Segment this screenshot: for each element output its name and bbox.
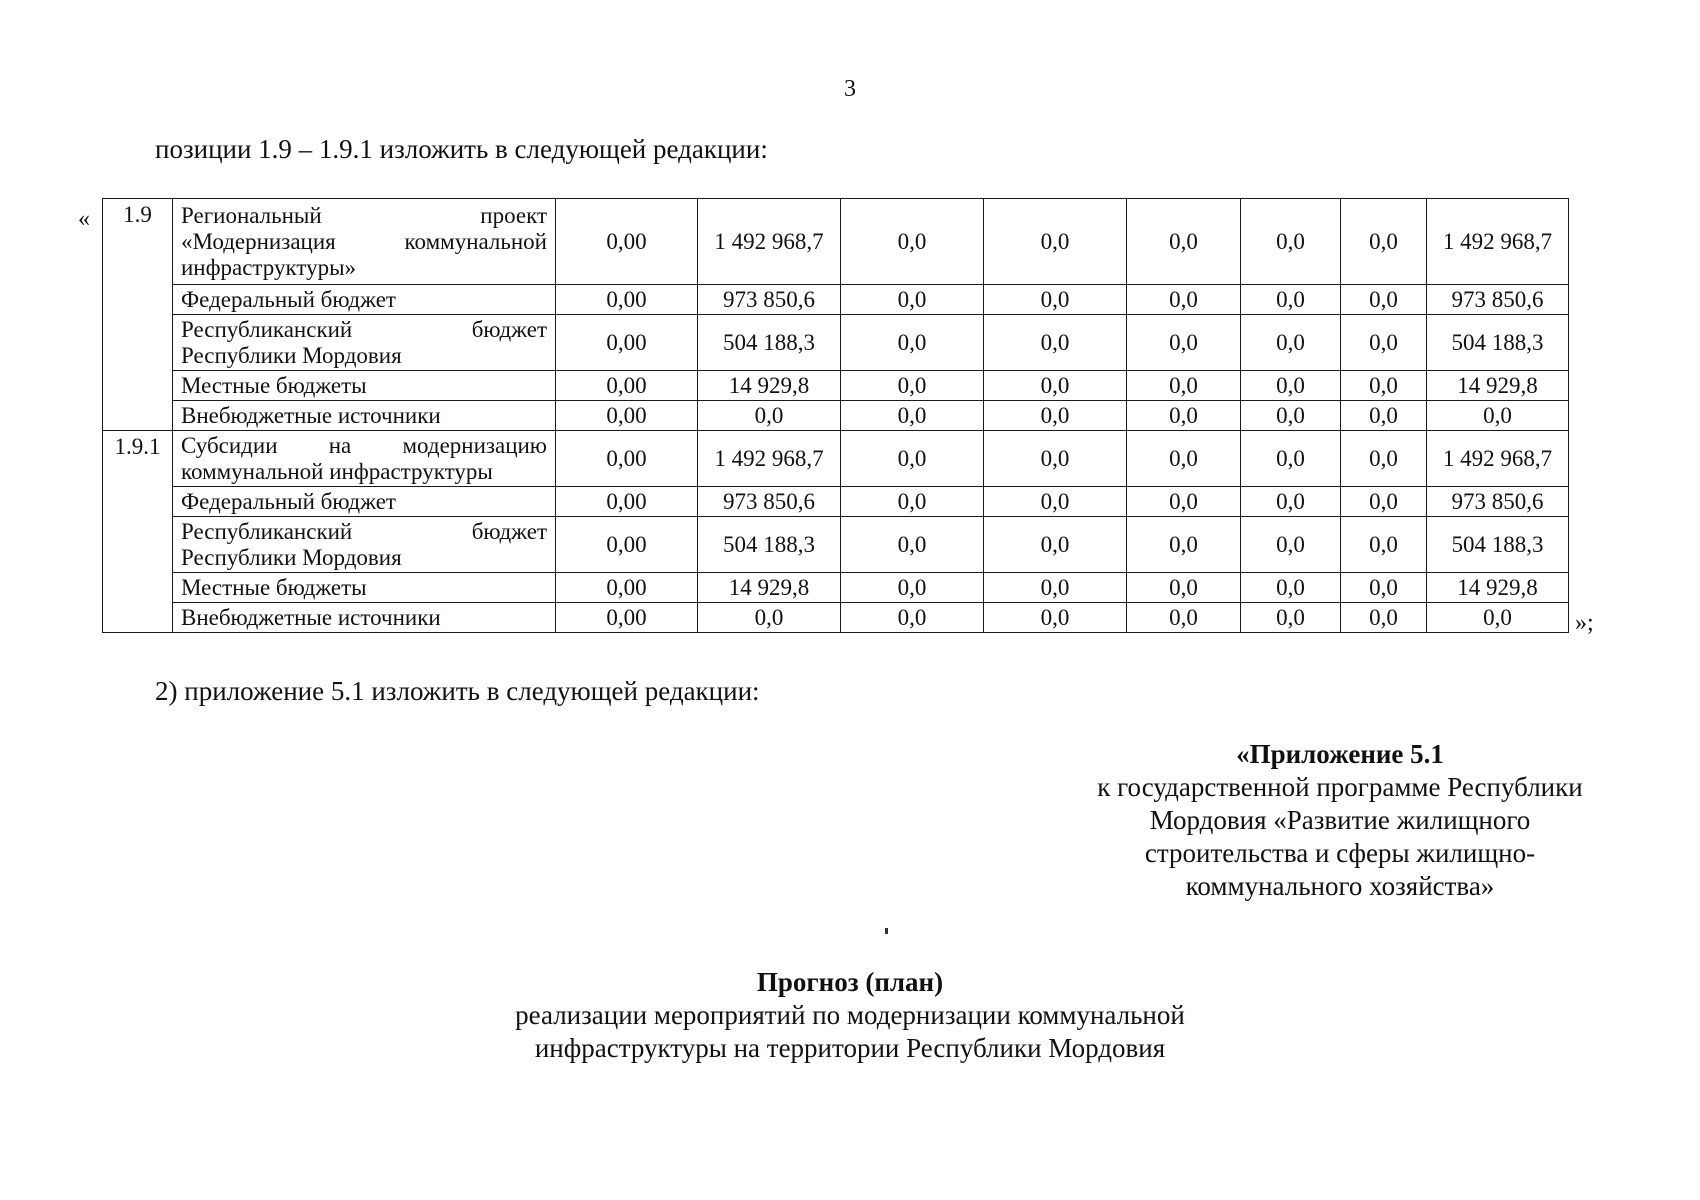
table-cell: 0,0 xyxy=(841,573,984,603)
table-cell: 0,0 xyxy=(1127,315,1241,371)
table-cell: 0,0 xyxy=(984,401,1127,431)
table-cell: 14 929,8 xyxy=(1427,573,1569,603)
table-row xyxy=(103,573,1569,603)
table-cell: 1 492 968,7 xyxy=(1427,431,1569,487)
table-cell: 0,0 xyxy=(984,285,1127,315)
table-cell: 0,0 xyxy=(984,199,1127,285)
quote-open: « xyxy=(78,206,90,232)
table-cell: 0,0 xyxy=(1341,315,1427,371)
table-cell: 0,0 xyxy=(1341,371,1427,401)
appendix-line-3: строительства и сферы жилищно- xyxy=(1144,838,1536,868)
table-cell: 0,0 xyxy=(984,573,1127,603)
table-cell: 0,0 xyxy=(1341,285,1427,315)
table-cell: 0,00 xyxy=(556,371,698,401)
table-cell: 0,0 xyxy=(1341,401,1427,431)
table-cell: 14 929,8 xyxy=(1427,371,1569,401)
table-cell: 973 850,6 xyxy=(1427,285,1569,315)
row-name: Внебюджетные источники xyxy=(173,603,556,633)
table-cell: 0,0 xyxy=(841,199,984,285)
table-cell: 0,0 xyxy=(1341,603,1427,633)
table-cell: 0,0 xyxy=(1341,199,1427,285)
table-row xyxy=(103,285,1569,315)
table-cell: 0,0 xyxy=(984,603,1127,633)
table-cell: 0,0 xyxy=(1127,603,1241,633)
table-cell: 504 188,3 xyxy=(698,517,841,573)
table-cell: 0,00 xyxy=(556,401,698,431)
table-cell: 1 492 968,7 xyxy=(698,431,841,487)
table-cell: 973 850,6 xyxy=(698,487,841,517)
table-cell: 0,0 xyxy=(1127,199,1241,285)
table-cell: 0,0 xyxy=(698,401,841,431)
forecast-heading xyxy=(0,966,1700,1065)
table-cell: 0,0 xyxy=(1127,517,1241,573)
table-cell: 0,0 xyxy=(1241,285,1341,315)
table-row xyxy=(103,199,1569,285)
table-cell: 0,0 xyxy=(841,487,984,517)
row-name: Республиканский бюджет Республики Мордовия xyxy=(173,315,556,371)
row-code: 1.9 xyxy=(103,199,173,431)
table-row xyxy=(103,315,1569,371)
table-cell: 973 850,6 xyxy=(698,285,841,315)
table-cell: 0,00 xyxy=(556,517,698,573)
stray-mark xyxy=(885,928,888,934)
table-cell: 0,0 xyxy=(984,487,1127,517)
table-row xyxy=(103,517,1569,573)
table-cell: 1 492 968,7 xyxy=(1427,199,1569,285)
table-cell: 14 929,8 xyxy=(698,573,841,603)
table-cell: 0,0 xyxy=(1341,431,1427,487)
table-cell: 0,0 xyxy=(841,371,984,401)
table-cell: 1 492 968,7 xyxy=(698,199,841,285)
table-cell: 504 188,3 xyxy=(698,315,841,371)
appendix-heading xyxy=(1060,738,1620,903)
table-cell: 0,0 xyxy=(841,603,984,633)
table-cell: 0,0 xyxy=(841,401,984,431)
budget-table xyxy=(102,198,1569,633)
intro-text: позиции 1.9 – 1.9.1 изложить в следующей редакции: xyxy=(155,134,768,164)
table-row xyxy=(103,401,1569,431)
table-cell: 0,0 xyxy=(1241,315,1341,371)
table-cell: 0,0 xyxy=(1127,371,1241,401)
appendix-line-2: Мордовия «Развитие жилищного xyxy=(1149,805,1531,835)
table-cell: 0,0 xyxy=(1241,371,1341,401)
table-cell: 973 850,6 xyxy=(1427,487,1569,517)
table-cell: 0,0 xyxy=(841,517,984,573)
section-two-text: 2) приложение 5.1 изложить в следующей редакции: xyxy=(155,676,760,706)
table-cell: 0,00 xyxy=(556,431,698,487)
table-row xyxy=(103,603,1569,633)
table-cell: 0,0 xyxy=(1241,431,1341,487)
table-cell: 14 929,8 xyxy=(698,371,841,401)
row-name: Субсидии на модернизацию коммунальной инфраструктуры xyxy=(173,431,556,487)
table-cell: 0,00 xyxy=(556,285,698,315)
table-cell: 0,00 xyxy=(556,199,698,285)
table-cell: 0,00 xyxy=(556,573,698,603)
row-name: Федеральный бюджет xyxy=(173,487,556,517)
table-cell: 0,0 xyxy=(984,371,1127,401)
table-cell: 0,0 xyxy=(841,285,984,315)
appendix-line-1: к государственной программе Республики xyxy=(1097,772,1583,802)
row-name: Региональный проект «Модернизация коммунальной инфраструктуры» xyxy=(173,199,556,285)
forecast-title: Прогноз (план) xyxy=(756,967,944,997)
table-cell: 0,0 xyxy=(841,315,984,371)
row-name: Местные бюджеты xyxy=(173,371,556,401)
quote-close: »; xyxy=(1575,610,1594,636)
table-cell: 0,0 xyxy=(1127,401,1241,431)
row-code: 1.9.1 xyxy=(103,431,173,633)
table-cell: 0,0 xyxy=(698,603,841,633)
table-cell: 0,0 xyxy=(1241,603,1341,633)
row-name: Республиканский бюджет Республики Мордовия xyxy=(173,517,556,573)
forecast-line-2: инфраструктуры на территории Республики Мордовия xyxy=(534,1033,1166,1063)
table-cell: 0,0 xyxy=(1427,401,1569,431)
table-cell: 0,0 xyxy=(984,315,1127,371)
row-name: Местные бюджеты xyxy=(173,573,556,603)
table-cell: 0,0 xyxy=(1341,487,1427,517)
table-cell: 0,0 xyxy=(1341,573,1427,603)
table-cell: 504 188,3 xyxy=(1427,315,1569,371)
table-row xyxy=(103,431,1569,487)
budget-table-body xyxy=(103,199,1569,633)
table-cell: 0,0 xyxy=(1241,517,1341,573)
table-cell: 0,0 xyxy=(1341,517,1427,573)
table-cell: 0,00 xyxy=(556,487,698,517)
table-cell: 0,0 xyxy=(1241,401,1341,431)
row-name: Федеральный бюджет xyxy=(173,285,556,315)
table-cell: 0,0 xyxy=(1127,431,1241,487)
table-cell: 504 188,3 xyxy=(1427,517,1569,573)
table-cell: 0,00 xyxy=(556,603,698,633)
table-cell: 0,0 xyxy=(1241,487,1341,517)
forecast-line-1: реализации мероприятий по модернизации коммунальной xyxy=(515,1000,1185,1030)
table-cell: 0,0 xyxy=(984,431,1127,487)
table-row xyxy=(103,371,1569,401)
page-number: 3 xyxy=(844,76,856,102)
table-row xyxy=(103,487,1569,517)
table-cell: 0,0 xyxy=(1127,285,1241,315)
table-cell: 0,0 xyxy=(1127,487,1241,517)
row-name: Внебюджетные источники xyxy=(173,401,556,431)
table-cell: 0,0 xyxy=(984,517,1127,573)
table-cell: 0,0 xyxy=(841,431,984,487)
appendix-title: «Приложение 5.1 xyxy=(1236,739,1444,769)
table-cell: 0,0 xyxy=(1427,603,1569,633)
appendix-line-4: коммунального хозяйства» xyxy=(1185,871,1495,901)
table-cell: 0,00 xyxy=(556,315,698,371)
table-cell: 0,0 xyxy=(1127,573,1241,603)
table-cell: 0,0 xyxy=(1241,573,1341,603)
table-cell: 0,0 xyxy=(1241,199,1341,285)
